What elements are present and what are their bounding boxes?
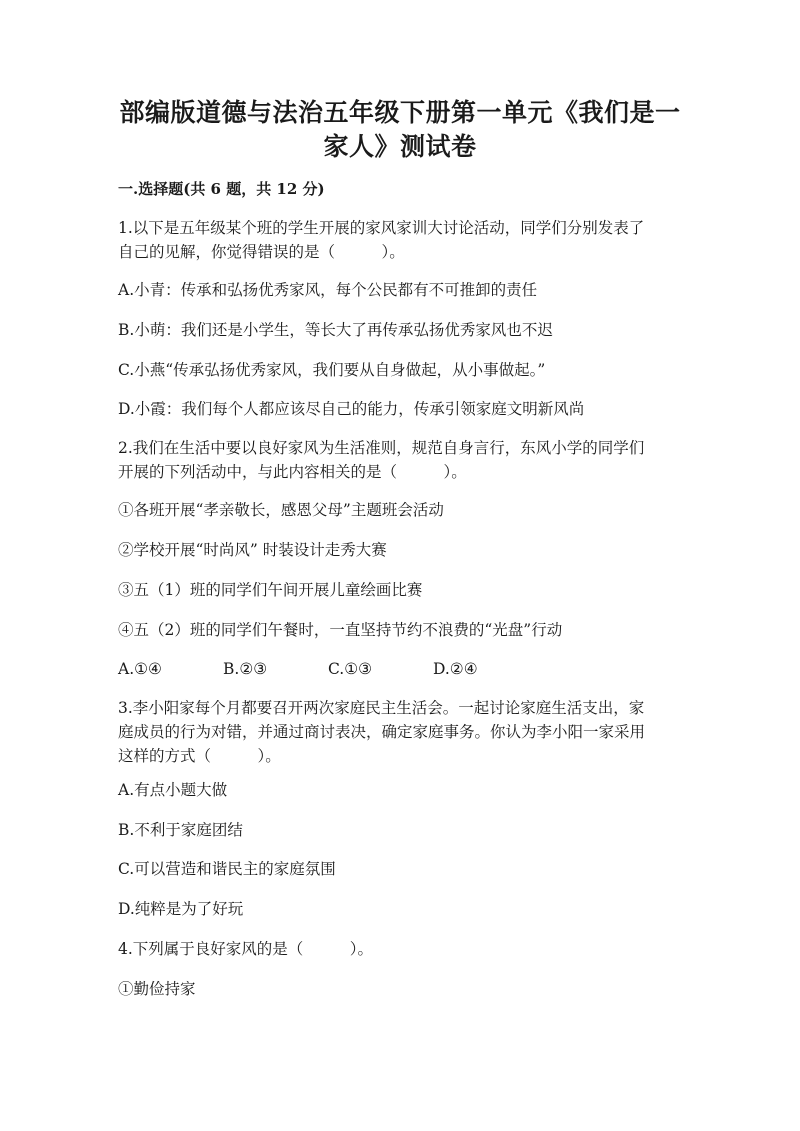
question-4-item-1: ①勤俭持家 bbox=[118, 980, 196, 998]
document-title bbox=[110, 96, 690, 164]
question-1-stem-line-2: 自己的见解，你觉得错误的是（ ）。 bbox=[118, 243, 405, 261]
question-1-option-d: D.小霞：我们每个人都应该尽自己的能力，传承引领家庭文明新风尚 bbox=[118, 400, 585, 418]
question-2-option-b: B.②③ bbox=[223, 660, 268, 678]
question-2-item-1: ①各班开展“孝亲敬长，感恩父母”主题班会活动 bbox=[118, 501, 444, 519]
question-2-stem-line-2: 开展的下列活动中，与此内容相关的是（ ）。 bbox=[118, 463, 467, 481]
question-3-option-c: C.可以营造和谐民主的家庭氛围 bbox=[118, 860, 336, 878]
question-2-option-a: A.①④ bbox=[118, 660, 162, 678]
question-4-stem-line-1: 4.下列属于良好家风的是（ ）。 bbox=[118, 940, 374, 958]
title-line-2: 家人》测试卷 bbox=[323, 132, 477, 161]
question-3-option-a: A.有点小题大做 bbox=[118, 781, 228, 799]
question-2-options bbox=[118, 657, 538, 681]
title-line-1: 部编版道德与法治五年级下册第一单元《我们是一 bbox=[119, 98, 681, 127]
question-2-option-c: C.①③ bbox=[328, 660, 373, 678]
question-3-option-b: B.不利于家庭团结 bbox=[118, 821, 243, 839]
question-2-item-3: ③五（1）班的同学们午间开展儿童绘画比赛 bbox=[118, 581, 423, 599]
question-2-item-2: ②学校开展“时尚风” 时装设计走秀大赛 bbox=[118, 541, 387, 559]
question-3-stem-line-2: 庭成员的行为对错，并通过商讨表决，确定家庭事务。你认为李小阳一家采用 bbox=[118, 723, 646, 741]
question-3-stem-line-1: 3.李小阳家每个月都要召开两次家庭民主生活会。一起讨论家庭生活支出，家 bbox=[118, 699, 645, 717]
question-2-option-d: D.②④ bbox=[433, 660, 478, 678]
section-heading-choice: 一.选择题(共 6 题，共 12 分) bbox=[118, 180, 325, 198]
question-3-stem-line-3: 这样的方式（ ）。 bbox=[118, 747, 281, 765]
question-3-option-d: D.纯粹是为了好玩 bbox=[118, 900, 244, 918]
question-1-option-a: A.小青：传承和弘扬优秀家风，每个公民都有不可推卸的责任 bbox=[118, 281, 538, 299]
question-1-option-b: B.小萌：我们还是小学生，等长大了再传承弘扬优秀家风也不迟 bbox=[118, 321, 553, 339]
question-2-item-4: ④五（2）班的同学们午餐时，一直坚持节约不浪费的“光盘”行动 bbox=[118, 621, 563, 639]
question-1-stem-line-1: 1.以下是五年级某个班的学生开展的家风家训大讨论活动，同学们分别发表了 bbox=[118, 219, 645, 237]
question-2-stem-line-1: 2.我们在生活中要以良好家风为生活准则，规范自身言行，东风小学的同学们 bbox=[118, 439, 645, 457]
question-1-option-c: C.小燕“传承弘扬优秀家风，我们要从自身做起，从小事做起。” bbox=[118, 361, 546, 379]
